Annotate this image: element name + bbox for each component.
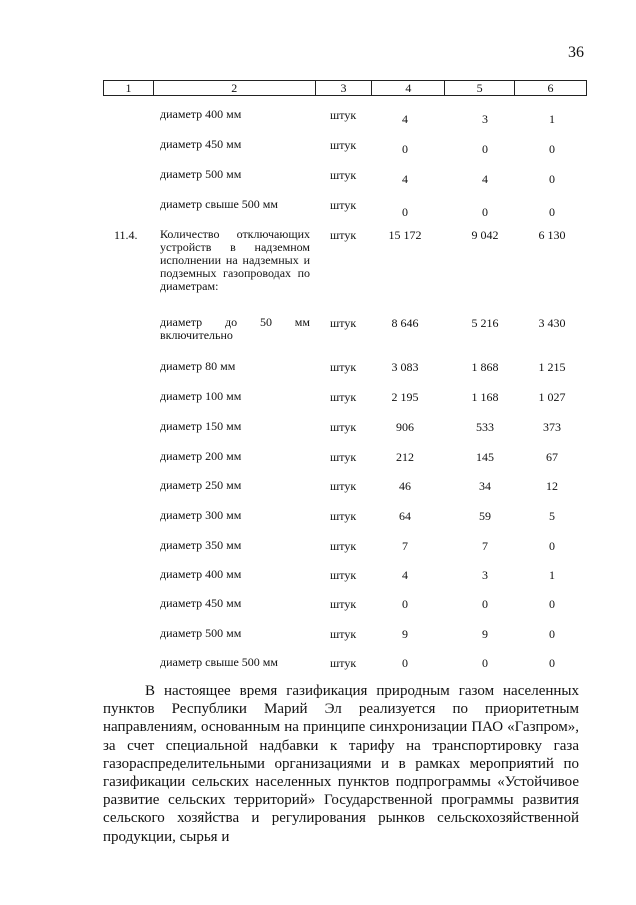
row-value-col5: 0 [482, 205, 488, 219]
row-value-col6: 5 [549, 509, 555, 523]
row-unit: штук [330, 168, 357, 182]
row-value-total: 2 195 [391, 390, 419, 404]
row-value-col5: 1 868 [471, 360, 499, 374]
row-value-col5: 3 [482, 112, 488, 126]
row-value-col6: 67 [546, 450, 558, 464]
row-label: диаметр 200 мм [160, 449, 242, 463]
row-value-col6: 1 [549, 112, 555, 126]
row-value-total: 64 [399, 509, 411, 523]
row-unit: штук [330, 108, 357, 122]
row-value-total: 8 646 [391, 316, 419, 330]
header-col-3: 3 [315, 81, 372, 96]
row-value-col6: 1 215 [538, 360, 566, 374]
row-value-col6: 0 [549, 627, 555, 641]
row-unit: штук [330, 568, 357, 582]
row-value-col5: 7 [482, 539, 488, 553]
row-label: диаметр 250 мм [160, 478, 242, 492]
row-unit: штук [330, 509, 357, 523]
header-col-1: 1 [104, 81, 154, 96]
row-value-col6: 6 130 [538, 228, 566, 242]
row-unit: штук [330, 539, 357, 553]
row-value-col5: 59 [479, 509, 491, 523]
row-value-col5: 533 [476, 420, 494, 434]
row-unit: штук [330, 360, 357, 374]
row-unit: штук [330, 627, 357, 641]
row-value-col6: 0 [549, 597, 555, 611]
row-unit: штук [330, 450, 357, 464]
row-value-total: 7 [402, 539, 408, 553]
row-unit: штук [330, 138, 357, 152]
row-unit: штук [330, 597, 357, 611]
row-value-total: 0 [402, 205, 408, 219]
body-paragraph [103, 682, 579, 846]
row-label: диаметр 450 мм [160, 137, 242, 151]
row-number: 11.4. [114, 228, 138, 242]
row-value-col5: 0 [482, 142, 488, 156]
row-value-col6: 373 [543, 420, 561, 434]
row-label: диаметр 80 мм [160, 359, 236, 373]
row-value-total: 15 172 [388, 228, 422, 242]
row-label: диаметр 450 мм [160, 596, 242, 610]
row-value-col5: 9 042 [471, 228, 499, 242]
row-value-col6: 1 [549, 568, 555, 582]
row-unit: штук [330, 198, 357, 212]
page-number: 36 [568, 44, 584, 61]
row-value-col6: 0 [549, 656, 555, 670]
row-label: диаметр 100 мм [160, 389, 242, 403]
row-unit: штук [330, 420, 357, 434]
row-value-col5: 145 [476, 450, 494, 464]
row-label: диаметр 500 мм [160, 626, 242, 640]
row-unit: штук [330, 479, 357, 493]
header-col-2: 2 [153, 81, 315, 96]
row-value-col6: 0 [549, 142, 555, 156]
row-value-col6: 3 430 [538, 316, 566, 330]
row-value-col5: 9 [482, 627, 488, 641]
row-value-col5: 4 [482, 172, 488, 186]
row-label: диаметр 500 мм [160, 167, 242, 181]
row-value-total: 0 [402, 656, 408, 670]
row-label: диаметр 150 мм [160, 419, 242, 433]
row-value-total: 0 [402, 597, 408, 611]
row-label: диаметр свыше 500 мм [160, 655, 278, 669]
row-label: диаметр 300 мм [160, 508, 242, 522]
paragraph-text: В настоящее время газификация природным газом населенных пунктов Республики Марий Эл реализуется по приоритетным направлениям, основанным на принципе синхронизации ПАО «Газпром», за счет специальной надбавки к тарифу на транспортировку газа газораспределительными организациями и в рамках мероприятий по газификации сельских населенных пунктов подпрограммы «Устойчивое развитие сельских территорий» Государственной программы развития сельского хозяйства и регулирования рынков сельскохозяйственной продукции, сырья и [103, 683, 579, 845]
header-col-4: 4 [372, 81, 445, 96]
row-value-col5: 0 [482, 597, 488, 611]
row-value-col6: 0 [549, 205, 555, 219]
row-value-total: 906 [396, 420, 414, 434]
row-value-col5: 5 216 [471, 316, 499, 330]
header-col-6: 6 [515, 81, 587, 96]
row-value-col6: 1 027 [538, 390, 566, 404]
row-unit: штук [330, 228, 357, 242]
row-label: диаметр 400 мм [160, 567, 242, 581]
row-value-total: 9 [402, 627, 408, 641]
row-value-col6: 0 [549, 539, 555, 553]
header-col-5: 5 [445, 81, 515, 96]
row-value-col6: 0 [549, 172, 555, 186]
row-unit: штук [330, 316, 357, 330]
table-header [103, 80, 587, 96]
row-value-total: 4 [402, 112, 408, 126]
row-value-col5: 3 [482, 568, 488, 582]
row-label: диаметр свыше 500 мм [160, 197, 278, 211]
row-value-total: 4 [402, 568, 408, 582]
row-value-col5: 0 [482, 656, 488, 670]
row-value-col6: 12 [546, 479, 558, 493]
row-value-total: 0 [402, 142, 408, 156]
row-value-col5: 34 [479, 479, 491, 493]
row-value-total: 212 [396, 450, 414, 464]
row-value-total: 3 083 [391, 360, 419, 374]
row-label: Количество отключающих устройств в надземном исполнении на надземных и подземных газопроводах по диаметрам: [160, 227, 310, 293]
row-unit: штук [330, 390, 357, 404]
row-label: диаметр 400 мм [160, 107, 242, 121]
row-label: диаметр до 50 мм включительно [160, 315, 310, 342]
row-value-total: 46 [399, 479, 411, 493]
row-unit: штук [330, 656, 357, 670]
row-value-col5: 1 168 [471, 390, 499, 404]
row-label: диаметр 350 мм [160, 538, 242, 552]
row-value-total: 4 [402, 172, 408, 186]
